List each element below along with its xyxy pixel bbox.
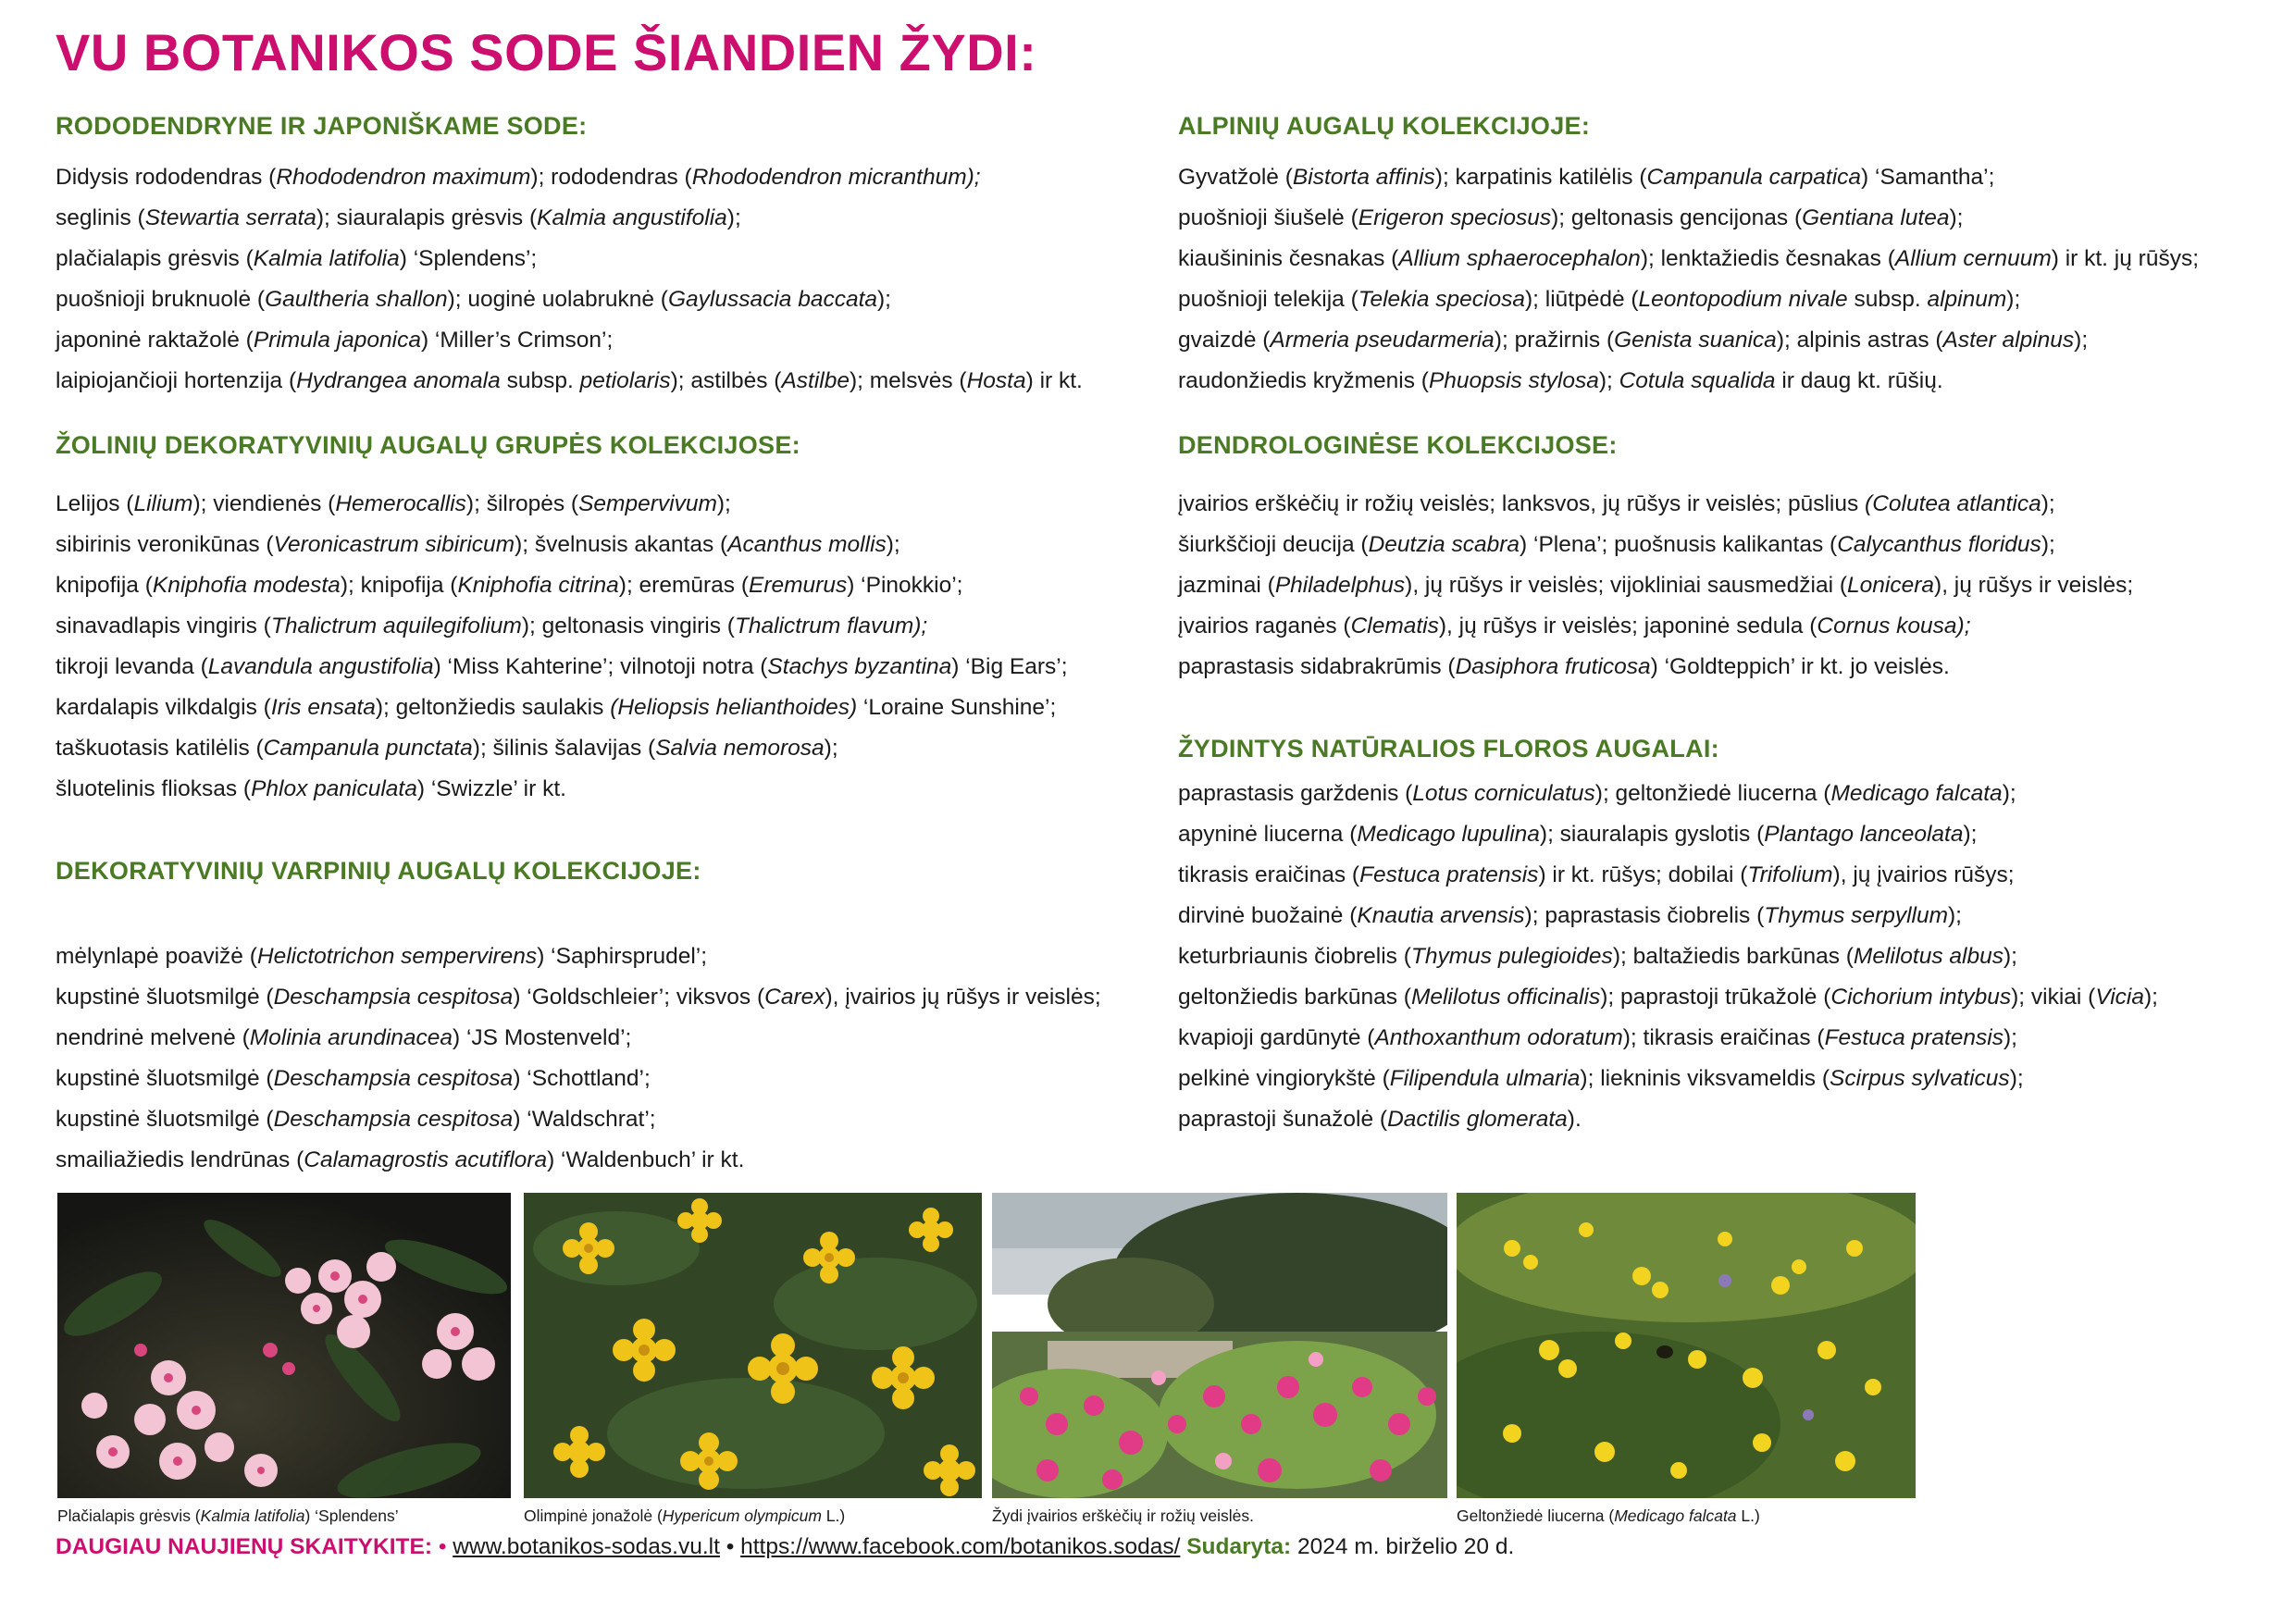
photo-caption-3: Žydi įvairios erškėčių ir rožių veislės.: [992, 1506, 1254, 1525]
plant-entry-line: knipofija (Kniphofia modesta); knipofija (Kniphofia citrina); eremūras (Eremurus) ‘Pinokkio’;: [56, 573, 963, 598]
plant-entry-line: raudonžiedis kryžmenis (Phuopsis stylosa); Cotula squalida ir daug kt. rūšių.: [1178, 368, 1943, 393]
plant-entry-line: kupstinė šluotsmilgė (Deschampsia cespitosa) ‘Waldschrat’;: [56, 1107, 656, 1132]
photo-caption-1: Plačialapis grėsvis (Kalmia latifolia) ‘Splendens’: [57, 1506, 399, 1525]
plant-entry-line: puošnioji bruknuolė (Gaultheria shallon); uoginė uolabruknė (Gaylussacia baccata);: [56, 287, 891, 312]
plant-entry-line: paprastasis garždenis (Lotus corniculatus); geltonžiedė liucerna (Medicago falcata);: [1178, 781, 2016, 806]
section-list-native-flora: [1178, 774, 2158, 1140]
plant-entry-line: pelkinė vingiorykštė (Filipendula ulmaria); liekninis viksvameldis (Scirpus sylvaticus);: [1178, 1066, 2024, 1091]
footer-label: DAUGIAU NAUJIENŲ SKAITYKITE:: [56, 1534, 432, 1559]
plant-entry-line: dirvinė buožainė (Knautia arvensis); paprastasis čiobrelis (Thymus serpyllum);: [1178, 903, 1962, 928]
plant-entry-line: Didysis rododendras (Rhododendron maximum); rododendras (Rhododendron micranthum);: [56, 165, 981, 190]
plant-entry-line: kvapioji gardūnytė (Anthoxanthum odoratum); tikrasis eraičinas (Festuca pratensis);: [1178, 1025, 2017, 1050]
plant-entry-line: laipiojančioji hortenzija (Hydrangea anomala subsp. petiolaris); astilbės (Astilbe); melsvės (Hosta) ir kt.: [56, 368, 1083, 393]
plant-entry-line: keturbriaunis čiobrelis (Thymus pulegioides); baltažiedis barkūnas (Melilotus albus);: [1178, 944, 2017, 969]
footer: [56, 1534, 1514, 1560]
section-list-dendrology: [1178, 484, 2133, 688]
section-heading-dendrology: DENDROLOGINĖSE KOLEKCIJOSE:: [1178, 431, 1618, 459]
plant-entry-line: paprastoji šunažolė (Dactilis glomerata).: [1178, 1107, 1582, 1132]
section-list-grasses: [56, 936, 1101, 1181]
footer-bullet: •: [726, 1534, 735, 1559]
plant-entry-line: paprastasis sidabrakrūmis (Dasiphora fruticosa) ‘Goldteppich’ ir kt. jo veislės.: [1178, 654, 1950, 679]
photo-kalmia-latifolia: [57, 1193, 511, 1498]
photo-medicago-falcata: [1457, 1193, 1916, 1498]
plant-entry-line: gvaizdė (Armeria pseudarmeria); pražirnis (Genista suanica); alpinis astras (Aster alpinus);: [1178, 328, 2089, 353]
section-heading-alpine: ALPINIŲ AUGALŲ KOLEKCIJOJE:: [1178, 112, 1591, 140]
section-heading-rhododendron: RODODENDRYNE IR JAPONIŠKAME SODE:: [56, 112, 588, 140]
plant-entry-line: kiaušininis česnakas (Allium sphaerocephalon); lenktažiedis česnakas (Allium cernuum) ir kt. jų rūšys;: [1178, 246, 2199, 271]
plant-entry-line: kupstinė šluotsmilgė (Deschampsia cespitosa) ‘Goldschleier’; viksvos (Carex), įvairios jų rūšys ir veislės;: [56, 985, 1101, 1010]
footer-bullet: •: [438, 1534, 447, 1559]
plant-entry-line: įvairios erškėčių ir rožių veislės; lanksvos, jų rūšys ir veislės; pūslius (Colutea atlantica);: [1178, 491, 2055, 516]
plant-entry-line: tikroji levanda (Lavandula angustifolia) ‘Miss Kahterine’; vilnotoji notra (Stachys byzantina) ‘Big Ears’;: [56, 654, 1068, 679]
compiled-label: Sudaryta:: [1186, 1534, 1292, 1559]
section-heading-grasses: DEKORATYVINIŲ VARPINIŲ AUGALŲ KOLEKCIJOJE:: [56, 857, 701, 885]
section-list-herbaceous: [56, 484, 1068, 810]
plant-entry-line: įvairios raganės (Clematis), jų rūšys ir veislės; japoninė sedula (Cornus kousa);: [1178, 614, 1971, 638]
plant-entry-line: mėlynlapė poavižė (Helictotrichon sempervirens) ‘Saphirsprudel’;: [56, 944, 708, 969]
plant-entry-line: kardalapis vilkdalgis (Iris ensata); geltonžiedis saulakis (Heliopsis helianthoides) ‘Loraine Sunshine’;: [56, 695, 1057, 720]
section-list-alpine: [1178, 157, 2199, 402]
section-heading-herbaceous: ŽOLINIŲ DEKORATYVINIŲ AUGALŲ GRUPĖS KOLEKCIJOSE:: [56, 431, 800, 459]
photo-caption-4: Geltonžiedė liucerna (Medicago falcata L.): [1457, 1506, 1760, 1525]
page-title: VU BOTANIKOS SODE ŠIANDIEN ŽYDI:: [56, 23, 1037, 81]
photo-rose-garden: [992, 1193, 1447, 1498]
plant-entry-line: smailiažiedis lendrūnas (Calamagrostis acutiflora) ‘Waldenbuch’ ir kt.: [56, 1147, 745, 1172]
plant-entry-line: geltonžiedis barkūnas (Melilotus officinalis); paprastoji trūkažolė (Cichorium intybus); vikiai (Vicia);: [1178, 985, 2158, 1010]
photo-hypericum-olympicum: [524, 1193, 982, 1498]
plant-entry-line: šiurkščioji deucija (Deutzia scabra) ‘Plena’; puošnusis kalikantas (Calycanthus floridus);: [1178, 532, 2055, 557]
section-heading-native-flora: ŽYDINTYS NATŪRALIOS FLOROS AUGALAI:: [1178, 735, 1719, 762]
plant-entry-line: plačialapis grėsvis (Kalmia latifolia) ‘Splendens’;: [56, 246, 538, 271]
plant-entry-line: apyninė liucerna (Medicago lupulina); siauralapis gyslotis (Plantago lanceolata);: [1178, 822, 1978, 847]
plant-entry-line: japoninė raktažolė (Primula japonica) ‘Miller’s Crimson’;: [56, 328, 614, 353]
plant-entry-line: kupstinė šluotsmilgė (Deschampsia cespitosa) ‘Schottland’;: [56, 1066, 651, 1091]
plant-entry-line: Lelijos (Lilium); viendienės (Hemerocallis); šilropės (Sempervivum);: [56, 491, 731, 516]
plant-entry-line: jazminai (Philadelphus), jų rūšys ir veislės; vijokliniai sausmedžiai (Lonicera), jų rūšys ir veislės;: [1178, 573, 2134, 598]
plant-entry-line: sinavadlapis vingiris (Thalictrum aquilegifolium); geltonasis vingiris (Thalictrum flavum);: [56, 614, 928, 638]
plant-entry-line: sibirinis veronikūnas (Veronicastrum sibiricum); švelnusis akantas (Acanthus mollis);: [56, 532, 900, 557]
plant-entry-line: taškuotasis katilėlis (Campanula punctata); šilinis šalavijas (Salvia nemorosa);: [56, 736, 838, 761]
website-link[interactable]: www.botanikos-sodas.vu.lt: [453, 1534, 720, 1559]
plant-entry-line: šluotelinis flioksas (Phlox paniculata) ‘Swizzle’ ir kt.: [56, 776, 566, 801]
section-list-rhododendron: [56, 157, 1083, 402]
plant-entry-line: puošnioji šiušelė (Erigeron speciosus); geltonasis gencijonas (Gentiana lutea);: [1178, 205, 1964, 230]
facebook-link[interactable]: https://www.facebook.com/botanikos.sodas/: [740, 1534, 1181, 1559]
plant-entry-line: puošnioji telekija (Telekia speciosa); liūtpėdė (Leontopodium nivale subsp. alpinum);: [1178, 287, 2021, 312]
plant-entry-line: seglinis (Stewartia serrata); siauralapis grėsvis (Kalmia angustifolia);: [56, 205, 741, 230]
plant-entry-line: Gyvatžolė (Bistorta affinis); karpatinis katilėlis (Campanula carpatica) ‘Samantha’;: [1178, 165, 1995, 190]
photo-caption-2: Olimpinė jonažolė (Hypericum olympicum L.): [524, 1506, 846, 1525]
plant-entry-line: tikrasis eraičinas (Festuca pratensis) ir kt. rūšys; dobilai (Trifolium), jų įvairios rūšys;: [1178, 862, 2015, 887]
compiled-date: 2024 m. birželio 20 d.: [1297, 1534, 1515, 1559]
plant-entry-line: nendrinė melvenė (Molinia arundinacea) ‘JS Mostenveld’;: [56, 1025, 632, 1050]
